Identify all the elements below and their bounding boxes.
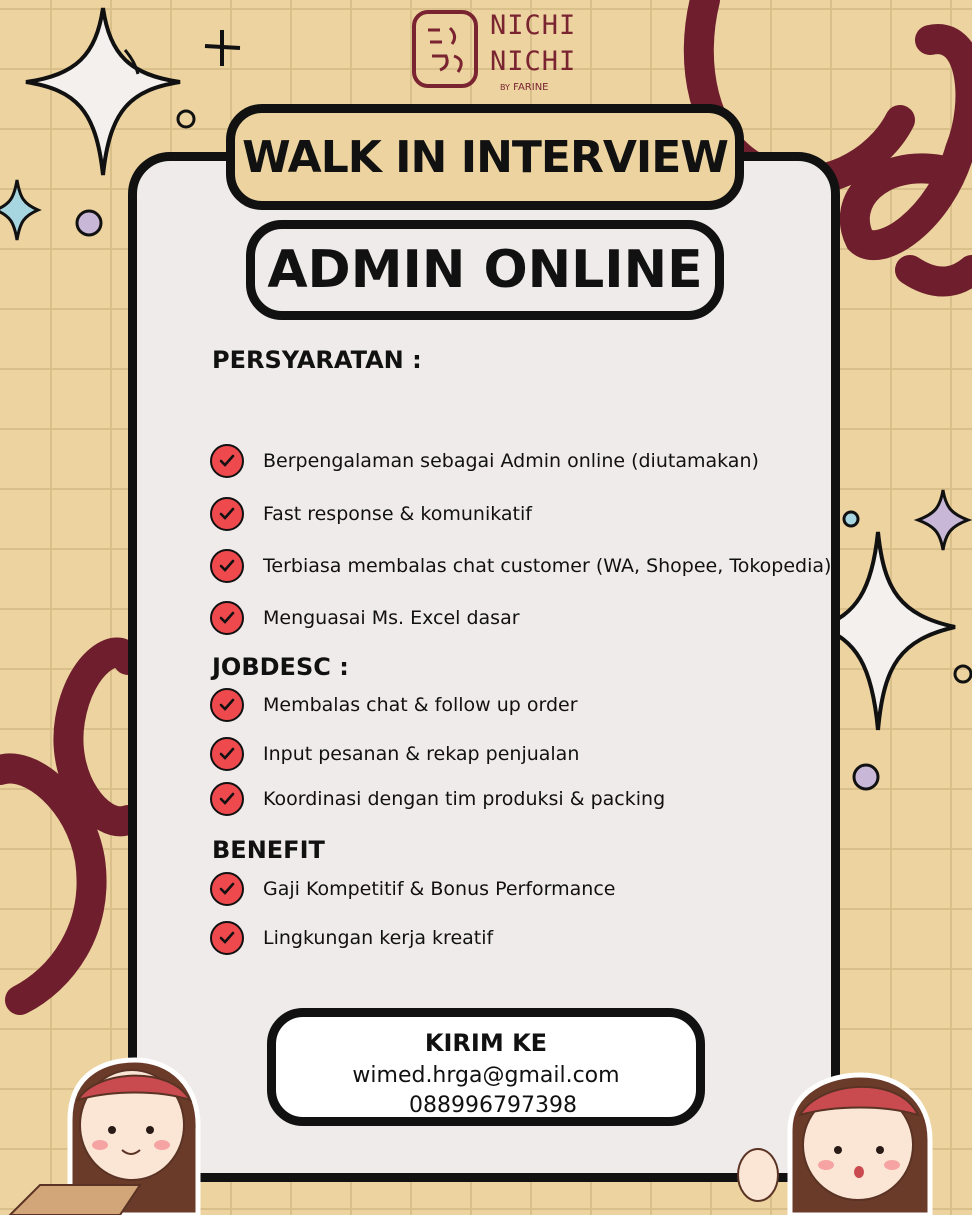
brand-name-line2: NICHI [490,46,577,77]
brand-byline: BY FARINE [500,82,549,93]
headline-banner: WALK IN INTERVIEW [226,104,744,210]
jobdesc-item: Membalas chat & follow up order [210,685,578,725]
role-banner: ADMIN ONLINE [246,220,724,320]
girl-right [738,1075,930,1215]
contact-email[interactable]: wimed.hrga@gmail.com [352,1063,620,1088]
benefit-item: Lingkungan kerja kreatif [210,918,493,958]
requirement-item: Berpengalaman sebagai Admin online (diutamakan) [210,441,759,481]
jobdesc-item: Koordinasi dengan tim produksi & packing [210,779,665,819]
jobdesc-item: Input pesanan & rekap penjualan [210,734,579,774]
benefit-item: Gaji Kompetitif & Bonus Performance [210,869,615,909]
benefit-title: BENEFIT [212,836,325,864]
requirement-item: Terbiasa membalas chat customer (WA, Shopee, Tokopedia) [210,546,831,586]
jobdesc-title: JOBDESC : [212,653,349,681]
requirement-item: Menguasai Ms. Excel dasar [210,598,520,638]
requirement-item: Fast response & komunikatif [210,494,532,534]
brand-name-line1: NICHI [490,10,577,41]
contact-phone[interactable]: 088996797398 [409,1093,577,1118]
girl-left [10,1060,198,1215]
requirements-title: PERSYARATAN : [212,346,422,374]
contact-title: KIRIM KE [424,1029,548,1057]
